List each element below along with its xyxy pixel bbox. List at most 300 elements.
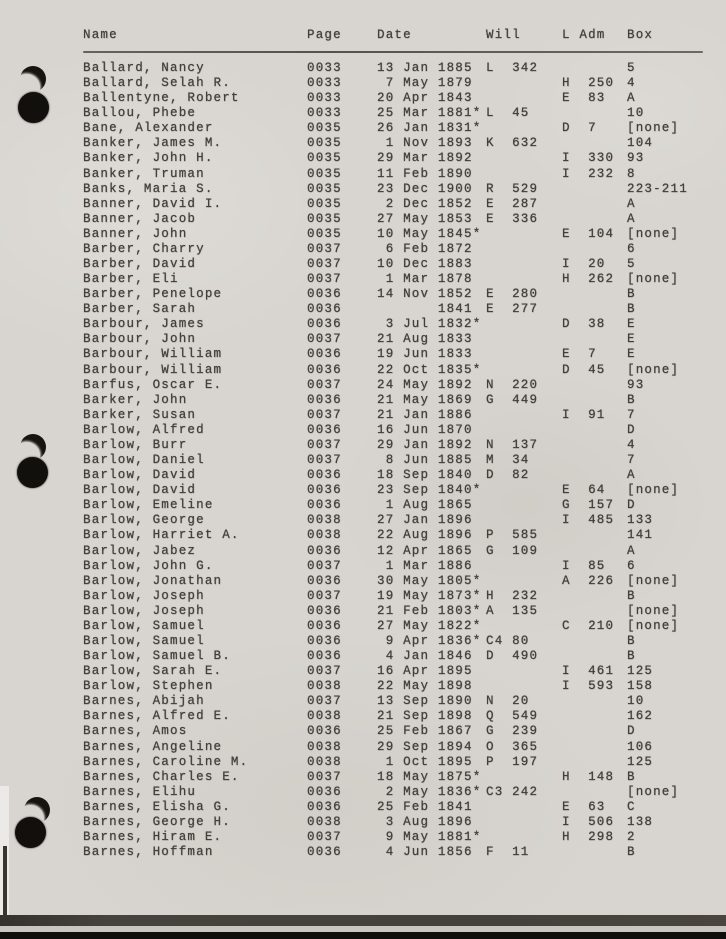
hole-punch-bottom xyxy=(15,817,46,848)
cell-box: 6 xyxy=(627,241,636,256)
cell-page: 0037 xyxy=(307,664,342,679)
cell-box: E xyxy=(627,347,636,362)
cell-date: 4 Jun 1856 xyxy=(377,845,473,860)
cell-ladm: C 210 xyxy=(562,618,615,633)
cell-ladm xyxy=(562,528,627,543)
cell-ladm xyxy=(562,785,627,800)
cell-will: E 336 xyxy=(486,211,539,226)
table-row xyxy=(83,800,723,815)
cell-page: 0037 xyxy=(307,377,342,392)
cell-page: 0037 xyxy=(307,453,342,468)
cell-date: 22 May 1898 xyxy=(377,679,473,694)
cell-name: Barfus, Oscar E. xyxy=(83,377,223,392)
cell-name: Banks, Maria S. xyxy=(83,181,214,196)
table-row xyxy=(83,770,723,785)
cell-will xyxy=(486,619,562,634)
cell-ladm: I 593 xyxy=(562,679,615,694)
cell-name: Barlow, John G. xyxy=(83,558,214,573)
cell-page: 0036 xyxy=(307,287,342,302)
table-row xyxy=(83,91,723,106)
table-row xyxy=(83,272,723,287)
cell-will xyxy=(486,257,562,272)
cell-box: A xyxy=(627,468,636,483)
cell-box: D xyxy=(627,498,636,513)
cell-will: G 109 xyxy=(486,543,539,558)
cell-page: 0036 xyxy=(307,724,342,739)
cell-date: 27 May 1853 xyxy=(377,211,473,226)
cell-date: 16 Apr 1895 xyxy=(377,664,473,679)
cell-page: 0035 xyxy=(307,121,342,136)
cell-date: 27 Jan 1896 xyxy=(377,513,473,528)
cell-will: C3 242 xyxy=(486,784,539,799)
cell-ladm: I 461 xyxy=(562,664,615,679)
cell-box: C xyxy=(627,799,636,814)
table-row xyxy=(83,604,723,619)
cell-page: 0035 xyxy=(307,181,342,196)
cell-ladm: I 232 xyxy=(562,166,615,181)
cell-will xyxy=(486,317,562,332)
cell-name: Barber, Eli xyxy=(83,272,179,287)
cell-date: 29 Mar 1892 xyxy=(377,151,473,166)
cell-name: Barnes, Elisha G. xyxy=(83,799,231,814)
cell-will xyxy=(486,76,562,91)
cell-page: 0038 xyxy=(307,528,342,543)
table-row xyxy=(83,845,723,860)
cell-box: 104 xyxy=(627,136,654,151)
cell-name: Barlow, Stephen xyxy=(83,679,214,694)
cell-will: R 529 xyxy=(486,181,539,196)
cell-name: Banner, David I. xyxy=(83,196,223,211)
cell-will: C4 80 xyxy=(486,633,530,648)
cell-box: 4 xyxy=(627,76,636,91)
cell-name: Ballard, Selah R. xyxy=(83,76,231,91)
cell-will: P 197 xyxy=(486,754,539,769)
cell-page: 0037 xyxy=(307,588,342,603)
cell-box: E xyxy=(627,332,636,347)
table-row xyxy=(83,302,723,317)
table-row xyxy=(83,332,723,347)
cell-ladm: G 157 xyxy=(562,498,615,513)
table-row xyxy=(83,151,723,166)
column-header-page: Page xyxy=(307,28,342,42)
cell-page: 0036 xyxy=(307,633,342,648)
cell-will xyxy=(486,830,562,845)
cell-date: 12 Apr 1865 xyxy=(377,543,473,558)
cell-will xyxy=(486,574,562,589)
cell-name: Barbour, James xyxy=(83,317,205,332)
cell-date: 29 Sep 1894 xyxy=(377,739,473,754)
cell-will xyxy=(486,363,562,378)
cell-box: 158 xyxy=(627,679,654,694)
cell-page: 0037 xyxy=(307,332,342,347)
cell-box: 2 xyxy=(627,829,636,844)
cell-page: 0036 xyxy=(307,347,342,362)
column-header-name: Name xyxy=(83,28,118,42)
table-row xyxy=(83,76,723,91)
cell-ladm xyxy=(562,589,627,604)
cell-box: 223-211 xyxy=(627,181,688,196)
cell-date: 9 May 1881* xyxy=(377,829,482,844)
cell-ladm xyxy=(562,438,627,453)
table-row xyxy=(83,121,723,136)
cell-name: Barlow, George xyxy=(83,513,205,528)
cell-will: N 220 xyxy=(486,377,539,392)
cell-box: D xyxy=(627,422,636,437)
cell-name: Barber, Penelope xyxy=(83,287,223,302)
cell-ladm xyxy=(562,604,627,619)
cell-name: Ballentyne, Robert xyxy=(83,91,240,106)
cell-will xyxy=(486,498,562,513)
cell-box: 7 xyxy=(627,407,636,422)
table-row xyxy=(83,679,723,694)
table-row xyxy=(83,197,723,212)
cell-ladm xyxy=(562,332,627,347)
cell-date: 21 Jan 1886 xyxy=(377,407,473,422)
cell-box: 93 xyxy=(627,377,645,392)
table-row xyxy=(83,694,723,709)
scan-shadow-band xyxy=(0,915,726,926)
cell-date: 19 May 1873* xyxy=(377,588,482,603)
cell-page: 0038 xyxy=(307,679,342,694)
cell-page: 0035 xyxy=(307,211,342,226)
cell-will xyxy=(486,559,562,574)
cell-box: [none] xyxy=(627,483,680,498)
cell-page: 0035 xyxy=(307,151,342,166)
cell-will: Q 549 xyxy=(486,709,539,724)
cell-date: 6 Feb 1872 xyxy=(377,241,473,256)
cell-page: 0036 xyxy=(307,317,342,332)
cell-name: Barlow, David xyxy=(83,483,197,498)
table-row xyxy=(83,363,723,378)
cell-will xyxy=(486,800,562,815)
cell-date: 3 Jul 1832* xyxy=(377,317,482,332)
table-row xyxy=(83,61,723,76)
cell-ladm xyxy=(562,724,627,739)
cell-ladm: E 83 xyxy=(562,91,606,106)
cell-will: D 490 xyxy=(486,649,539,664)
cell-will xyxy=(486,770,562,785)
cell-name: Barnes, Caroline M. xyxy=(83,754,249,769)
cell-box: B xyxy=(627,588,636,603)
cell-date: 10 May 1845* xyxy=(377,226,482,241)
cell-date: 30 May 1805* xyxy=(377,573,482,588)
cell-will: E 280 xyxy=(486,287,539,302)
cell-box: A xyxy=(627,196,636,211)
table-row xyxy=(83,257,723,272)
cell-box: A xyxy=(627,211,636,226)
cell-ladm xyxy=(562,61,627,76)
cell-name: Barlow, Samuel xyxy=(83,618,205,633)
table-row xyxy=(83,106,723,121)
cell-name: Banner, Jacob xyxy=(83,211,197,226)
cell-date: 7 May 1879 xyxy=(377,76,473,91)
cell-page: 0038 xyxy=(307,814,342,829)
cell-ladm xyxy=(562,197,627,212)
cell-will xyxy=(486,332,562,347)
cell-name: Ballard, Nancy xyxy=(83,61,205,75)
cell-will: N 20 xyxy=(486,694,530,709)
cell-ladm xyxy=(562,106,627,121)
table-body xyxy=(83,61,723,860)
cell-page: 0037 xyxy=(307,241,342,256)
table-row xyxy=(83,438,723,453)
cell-will xyxy=(486,513,562,528)
table-row xyxy=(83,740,723,755)
cell-box: 125 xyxy=(627,754,654,769)
cell-ladm xyxy=(562,755,627,770)
cell-name: Barnes, Hoffman xyxy=(83,845,214,860)
cell-will: E 287 xyxy=(486,196,539,211)
cell-name: Banker, John H. xyxy=(83,151,214,166)
cell-date: 25 Feb 1841 xyxy=(377,799,473,814)
cell-page: 0036 xyxy=(307,422,342,437)
cell-ladm xyxy=(562,634,627,649)
cell-will: N 137 xyxy=(486,437,539,452)
cell-box: [none] xyxy=(627,362,680,377)
cell-ladm: H 250 xyxy=(562,76,615,91)
cell-date: 2 Dec 1852 xyxy=(377,196,473,211)
table-row xyxy=(83,785,723,800)
cell-box: [none] xyxy=(627,603,680,618)
cell-name: Barbour, William xyxy=(83,347,223,362)
cell-page: 0035 xyxy=(307,166,342,181)
cell-page: 0036 xyxy=(307,845,342,860)
cell-box: [none] xyxy=(627,121,680,136)
cell-date: 27 May 1822* xyxy=(377,618,482,633)
cell-page: 0037 xyxy=(307,272,342,287)
cell-will xyxy=(486,91,562,106)
cell-date: 20 Apr 1843 xyxy=(377,91,473,106)
cell-page: 0036 xyxy=(307,498,342,513)
table-row xyxy=(83,242,723,257)
cell-page: 0033 xyxy=(307,61,342,75)
cell-page: 0035 xyxy=(307,196,342,211)
table-header-row xyxy=(83,28,723,43)
cell-box: [none] xyxy=(627,226,680,241)
cell-box: B xyxy=(627,649,636,664)
cell-ladm: I 330 xyxy=(562,151,615,166)
cell-will: G 239 xyxy=(486,724,539,739)
table-row xyxy=(83,378,723,393)
cell-name: Banner, John xyxy=(83,226,188,241)
cell-name: Barber, Charry xyxy=(83,241,205,256)
cell-ladm xyxy=(562,136,627,151)
cell-date: 13 Sep 1890 xyxy=(377,694,473,709)
cell-page: 0038 xyxy=(307,709,342,724)
table-row xyxy=(83,559,723,574)
cell-ladm: D 7 xyxy=(562,121,597,136)
table-row xyxy=(83,664,723,679)
cell-date: 21 Aug 1833 xyxy=(377,332,473,347)
cell-name: Banker, James M. xyxy=(83,136,223,151)
cell-box: A xyxy=(627,543,636,558)
cell-ladm: E 104 xyxy=(562,226,615,241)
cell-date: 24 May 1892 xyxy=(377,377,473,392)
cell-will: L 45 xyxy=(486,106,530,121)
cell-will xyxy=(486,483,562,498)
table-row xyxy=(83,528,723,543)
cell-will: H 232 xyxy=(486,588,539,603)
cell-box: 138 xyxy=(627,814,654,829)
cell-date: 19 Jun 1833 xyxy=(377,347,473,362)
cell-date: 1 Aug 1865 xyxy=(377,498,473,513)
cell-name: Barker, Susan xyxy=(83,407,197,422)
table-row xyxy=(83,136,723,151)
cell-box: 6 xyxy=(627,558,636,573)
table-row xyxy=(83,815,723,830)
table-row xyxy=(83,468,723,483)
cell-will xyxy=(486,167,562,182)
cell-box: 93 xyxy=(627,151,645,166)
cell-name: Barnes, Amos xyxy=(83,724,188,739)
cell-ladm: E 64 xyxy=(562,483,606,498)
table-row xyxy=(83,544,723,559)
cell-box: 10 xyxy=(627,694,645,709)
cell-date: 22 Oct 1835* xyxy=(377,362,482,377)
cell-date: 25 Mar 1881* xyxy=(377,106,482,121)
cell-ladm: D 45 xyxy=(562,362,606,377)
cell-box: B xyxy=(627,392,636,407)
cell-ladm: I 506 xyxy=(562,814,615,829)
column-header-will: Will xyxy=(486,28,521,42)
cell-will xyxy=(486,423,562,438)
cell-will: F 11 xyxy=(486,845,530,860)
cell-page: 0036 xyxy=(307,392,342,407)
cell-date: 1 Mar 1878 xyxy=(377,272,473,287)
cell-page: 0037 xyxy=(307,694,342,709)
table-row xyxy=(83,589,723,604)
cell-name: Barnes, Hiram E. xyxy=(83,829,223,844)
cell-date: 25 Feb 1867 xyxy=(377,724,473,739)
cell-page: 0036 xyxy=(307,799,342,814)
table-row xyxy=(83,513,723,528)
cell-page: 0033 xyxy=(307,106,342,121)
cell-name: Barnes, Charles E. xyxy=(83,769,240,784)
cell-ladm: E 63 xyxy=(562,799,606,814)
cell-page: 0036 xyxy=(307,649,342,664)
cell-ladm xyxy=(562,453,627,468)
cell-will: L 342 xyxy=(486,61,539,75)
cell-box: 5 xyxy=(627,257,636,272)
cell-date: 4 Jan 1846 xyxy=(377,649,473,664)
cell-ladm xyxy=(562,544,627,559)
cell-ladm: A 226 xyxy=(562,573,615,588)
cell-box: B xyxy=(627,769,636,784)
cell-date: 2 May 1836* xyxy=(377,784,482,799)
cell-name: Barlow, Joseph xyxy=(83,603,205,618)
cell-name: Barnes, Abijah xyxy=(83,694,205,709)
table-row xyxy=(83,574,723,589)
cell-will: K 632 xyxy=(486,136,539,151)
cell-date: 21 May 1869 xyxy=(377,392,473,407)
cell-box: 125 xyxy=(627,664,654,679)
table-row xyxy=(83,619,723,634)
cell-will xyxy=(486,242,562,257)
cell-ladm xyxy=(562,302,627,317)
cell-name: Barlow, Samuel xyxy=(83,633,205,648)
cell-box: [none] xyxy=(627,784,680,799)
column-header-date: Date xyxy=(377,28,412,42)
table-row xyxy=(83,724,723,739)
cell-page: 0037 xyxy=(307,437,342,452)
cell-page: 0036 xyxy=(307,302,342,317)
cell-date: 21 Feb 1803* xyxy=(377,603,482,618)
cell-page: 0036 xyxy=(307,362,342,377)
cell-name: Barlow, Emeline xyxy=(83,498,214,513)
cell-page: 0036 xyxy=(307,618,342,633)
cell-page: 0036 xyxy=(307,468,342,483)
cell-name: Barnes, Alfred E. xyxy=(83,709,231,724)
cell-box: B xyxy=(627,287,636,302)
cell-box: A xyxy=(627,91,636,106)
cell-box: B xyxy=(627,633,636,648)
cell-box: [none] xyxy=(627,618,680,633)
cell-name: Barber, Sarah xyxy=(83,302,197,317)
cell-ladm: E 7 xyxy=(562,347,597,362)
cell-will: A 135 xyxy=(486,603,539,618)
cell-date: 18 Sep 1840 xyxy=(377,468,473,483)
cell-box: D xyxy=(627,724,636,739)
cell-will: M 34 xyxy=(486,453,530,468)
cell-date: 13 Jan 1885 xyxy=(377,61,473,75)
cell-page: 0038 xyxy=(307,754,342,769)
cell-date: 22 Aug 1896 xyxy=(377,528,473,543)
table-row xyxy=(83,347,723,362)
cell-box: 7 xyxy=(627,453,636,468)
cell-date: 1 Oct 1895 xyxy=(377,754,473,769)
cell-ladm xyxy=(562,393,627,408)
cell-page: 0036 xyxy=(307,543,342,558)
cell-date: 14 Nov 1852 xyxy=(377,287,473,302)
cell-page: 0036 xyxy=(307,573,342,588)
table-row xyxy=(83,287,723,302)
cell-date: 16 Jun 1870 xyxy=(377,422,473,437)
cell-name: Barlow, Alfred xyxy=(83,422,205,437)
cell-box: B xyxy=(627,845,636,860)
cell-will: D 82 xyxy=(486,468,530,483)
table-row xyxy=(83,709,723,724)
cell-will: G 449 xyxy=(486,392,539,407)
cell-name: Barnes, Angeline xyxy=(83,739,223,754)
cell-name: Barber, David xyxy=(83,257,197,272)
cell-ladm: H 148 xyxy=(562,769,615,784)
cell-will xyxy=(486,347,562,362)
table-row xyxy=(83,755,723,770)
cell-box: 10 xyxy=(627,106,645,121)
cell-name: Bane, Alexander xyxy=(83,121,214,136)
column-header-ladm: L Adm xyxy=(562,28,606,42)
cell-box: 5 xyxy=(627,61,636,75)
cell-name: Barnes, Elihu xyxy=(83,784,197,799)
cell-name: Barker, John xyxy=(83,392,188,407)
table-row xyxy=(83,453,723,468)
hole-punch-top xyxy=(18,92,49,123)
table-row xyxy=(83,182,723,197)
cell-ladm xyxy=(562,468,627,483)
table-row xyxy=(83,167,723,182)
cell-box: [none] xyxy=(627,573,680,588)
cell-page: 0036 xyxy=(307,784,342,799)
cell-date: 1841 xyxy=(377,302,473,317)
cell-date: 3 Aug 1896 xyxy=(377,814,473,829)
cell-name: Barlow, David xyxy=(83,468,197,483)
cell-ladm: H 262 xyxy=(562,272,615,287)
cell-will xyxy=(486,679,562,694)
cell-date: 18 May 1875* xyxy=(377,769,482,784)
cell-will xyxy=(486,151,562,166)
cell-ladm xyxy=(562,182,627,197)
cell-date: 29 Jan 1892 xyxy=(377,437,473,452)
